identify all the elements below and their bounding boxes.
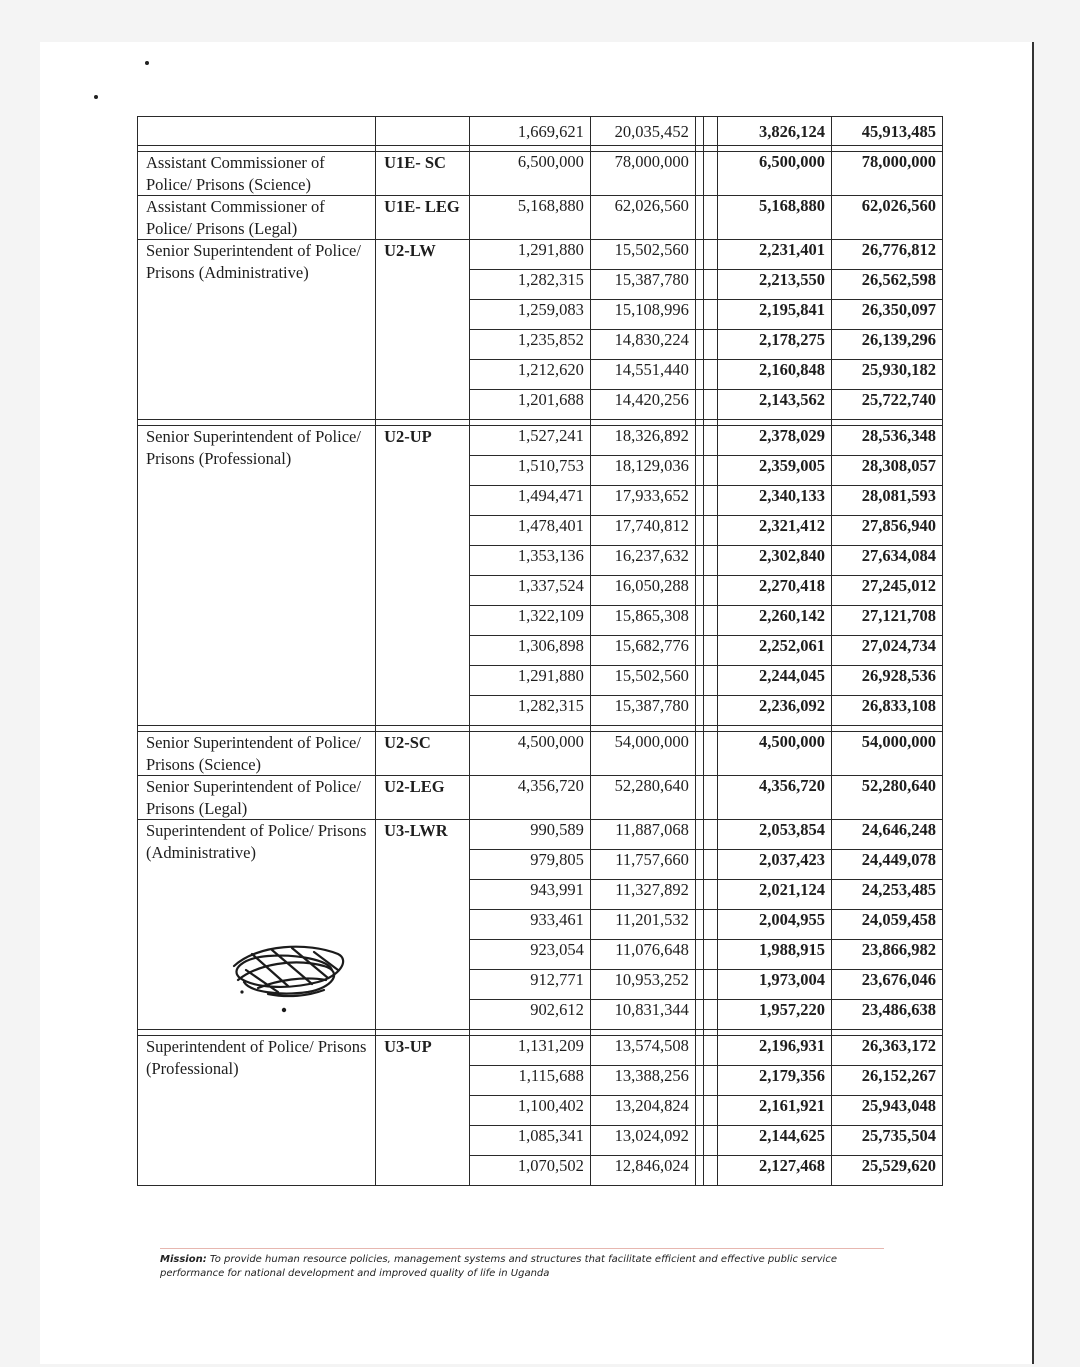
annual-new-cell: 26,776,812 [831,240,942,270]
annual-min-cell: 15,682,776 [590,636,695,666]
mission-footer [160,1253,900,1280]
salary-scale-code-cell: U2-SC [376,732,470,776]
gap-cell [695,546,703,576]
monthly-new-cell: 6,500,000 [718,152,832,196]
monthly-new-cell: 2,127,468 [718,1156,832,1186]
gap-cell [695,910,703,940]
gap-cell [703,576,717,606]
monthly-new-cell: 2,144,625 [718,1126,832,1156]
mission-text: To provide human resource policies, management systems and structures that facilitate efficient and effective public service performance for national development and improved quality of life in Uganda [160,1254,837,1279]
monthly-min-cell: 1,115,688 [469,1066,590,1096]
annual-new-cell: 26,363,172 [831,1036,942,1066]
gap-cell [703,390,717,420]
gap-cell [703,910,717,940]
monthly-new-cell: 2,195,841 [718,300,832,330]
gap-cell [703,300,717,330]
annual-new-cell: 25,930,182 [831,360,942,390]
annual-new-cell: 25,943,048 [831,1096,942,1126]
annual-min-cell: 13,024,092 [590,1126,695,1156]
monthly-new-cell: 3,826,124 [718,117,832,146]
annual-min-cell: 14,420,256 [590,390,695,420]
annual-new-cell: 24,253,485 [831,880,942,910]
gap-cell [695,776,703,820]
annual-min-cell: 12,846,024 [590,1156,695,1186]
annual-new-cell: 54,000,000 [831,732,942,776]
annual-min-cell: 11,201,532 [590,910,695,940]
table-row [138,240,943,270]
gap-cell [695,636,703,666]
monthly-new-cell: 2,236,092 [718,696,832,726]
annual-new-cell: 24,449,078 [831,850,942,880]
annual-min-cell: 78,000,000 [590,152,695,196]
gap-cell [703,196,717,240]
salary-scale-code-cell: U3-UP [376,1036,470,1186]
annual-min-cell: 15,865,308 [590,606,695,636]
monthly-new-cell: 2,037,423 [718,850,832,880]
monthly-min-cell: 923,054 [469,940,590,970]
gap-cell [703,940,717,970]
gap-cell [703,456,717,486]
annual-new-cell: 27,024,734 [831,636,942,666]
annual-min-cell: 20,035,452 [590,117,695,146]
gap-cell [695,1156,703,1186]
monthly-new-cell: 2,231,401 [718,240,832,270]
monthly-new-cell: 2,252,061 [718,636,832,666]
annual-new-cell: 45,913,485 [831,117,942,146]
gap-cell [695,1036,703,1066]
annual-new-cell: 25,735,504 [831,1126,942,1156]
gap-cell [703,330,717,360]
monthly-new-cell: 1,973,004 [718,970,832,1000]
monthly-new-cell: 2,244,045 [718,666,832,696]
monthly-new-cell: 4,356,720 [718,776,832,820]
annual-new-cell: 26,562,598 [831,270,942,300]
gap-cell [695,360,703,390]
annual-min-cell: 62,026,560 [590,196,695,240]
annual-min-cell: 16,050,288 [590,576,695,606]
monthly-new-cell: 2,053,854 [718,820,832,850]
annual-new-cell: 23,486,638 [831,1000,942,1030]
annual-min-cell: 54,000,000 [590,732,695,776]
annual-min-cell: 15,502,560 [590,240,695,270]
annual-min-cell: 17,933,652 [590,486,695,516]
annual-new-cell: 28,081,593 [831,486,942,516]
annual-min-cell: 13,388,256 [590,1066,695,1096]
salary-scale-code-cell: U2-LEG [376,776,470,820]
monthly-min-cell: 1,100,402 [469,1096,590,1126]
monthly-min-cell: 1,282,315 [469,696,590,726]
monthly-new-cell: 2,196,931 [718,1036,832,1066]
gap-cell [703,970,717,1000]
gap-cell [703,606,717,636]
annual-min-cell: 11,757,660 [590,850,695,880]
monthly-min-cell: 1,085,341 [469,1126,590,1156]
annual-new-cell: 26,139,296 [831,330,942,360]
monthly-new-cell: 2,161,921 [718,1096,832,1126]
annual-min-cell: 18,129,036 [590,456,695,486]
monthly-min-cell: 1,353,136 [469,546,590,576]
salary-scale-code-cell: U1E- LEG [376,196,470,240]
gap-cell [695,1066,703,1096]
gap-cell [703,880,717,910]
annual-new-cell: 78,000,000 [831,152,942,196]
annual-min-cell: 11,076,648 [590,940,695,970]
table-row [138,1036,943,1066]
annual-new-cell: 28,536,348 [831,426,942,456]
table-row [138,776,943,820]
monthly-min-cell: 1,291,880 [469,240,590,270]
table-row [138,117,943,146]
annual-min-cell: 10,831,344 [590,1000,695,1030]
monthly-new-cell: 2,270,418 [718,576,832,606]
gap-cell [695,666,703,696]
gap-cell [695,1000,703,1030]
gap-cell [703,732,717,776]
gap-cell [703,117,717,146]
annual-min-cell: 16,237,632 [590,546,695,576]
monthly-min-cell: 943,991 [469,880,590,910]
annual-new-cell: 24,059,458 [831,910,942,940]
gap-cell [703,1066,717,1096]
gap-cell [703,1036,717,1066]
annual-new-cell: 26,833,108 [831,696,942,726]
monthly-new-cell: 2,021,124 [718,880,832,910]
monthly-min-cell: 1,306,898 [469,636,590,666]
salary-scale-code-cell: U1E- SC [376,152,470,196]
monthly-new-cell: 1,957,220 [718,1000,832,1030]
monthly-min-cell: 1,337,524 [469,576,590,606]
monthly-min-cell: 6,500,000 [469,152,590,196]
gap-cell [703,820,717,850]
annual-new-cell: 25,529,620 [831,1156,942,1186]
annual-min-cell: 14,830,224 [590,330,695,360]
monthly-min-cell: 1,235,852 [469,330,590,360]
monthly-min-cell: 1,070,502 [469,1156,590,1186]
gap-cell [703,270,717,300]
desc-cell [138,117,376,146]
margin-dot [94,95,98,99]
annual-new-cell: 26,350,097 [831,300,942,330]
gap-cell [695,606,703,636]
post-title-cell: Assistant Commissioner of Police/ Prisons (Legal) [138,196,376,240]
monthly-min-cell: 4,356,720 [469,776,590,820]
annual-new-cell: 26,928,536 [831,666,942,696]
annual-new-cell: 27,245,012 [831,576,942,606]
monthly-min-cell: 902,612 [469,1000,590,1030]
monthly-new-cell: 2,260,142 [718,606,832,636]
monthly-min-cell: 1,510,753 [469,456,590,486]
monthly-min-cell: 1,322,109 [469,606,590,636]
table-row [138,820,943,850]
gap-cell [703,1000,717,1030]
monthly-new-cell: 2,213,550 [718,270,832,300]
annual-new-cell: 27,121,708 [831,606,942,636]
annual-new-cell: 28,308,057 [831,456,942,486]
annual-min-cell: 10,953,252 [590,970,695,1000]
gap-cell [703,666,717,696]
annual-new-cell: 23,866,982 [831,940,942,970]
monthly-min-cell: 1,131,209 [469,1036,590,1066]
annual-new-cell: 27,856,940 [831,516,942,546]
monthly-new-cell: 2,179,356 [718,1066,832,1096]
gap-cell [703,636,717,666]
gap-cell [703,1156,717,1186]
annual-min-cell: 13,574,508 [590,1036,695,1066]
salary-scale-code-cell: U2-UP [376,426,470,726]
monthly-min-cell: 1,259,083 [469,300,590,330]
annual-new-cell: 24,646,248 [831,820,942,850]
monthly-new-cell: 2,160,848 [718,360,832,390]
gap-cell [703,546,717,576]
monthly-min-cell: 1,282,315 [469,270,590,300]
salary-scale-code-cell: U2-LW [376,240,470,420]
monthly-min-cell: 1,669,621 [469,117,590,146]
annual-min-cell: 15,108,996 [590,300,695,330]
gap-cell [695,1096,703,1126]
gap-cell [695,300,703,330]
margin-dot [145,61,149,65]
monthly-min-cell: 1,201,688 [469,390,590,420]
monthly-new-cell: 2,378,029 [718,426,832,456]
table-row [138,732,943,776]
annual-new-cell: 62,026,560 [831,196,942,240]
post-title-cell: Senior Superintendent of Police/ Prisons (Science) [138,732,376,776]
gap-cell [695,486,703,516]
annual-min-cell: 17,740,812 [590,516,695,546]
monthly-new-cell: 4,500,000 [718,732,832,776]
gap-cell [703,152,717,196]
monthly-min-cell: 1,478,401 [469,516,590,546]
annual-new-cell: 26,152,267 [831,1066,942,1096]
gap-cell [703,360,717,390]
gap-cell [695,516,703,546]
table-row [138,196,943,240]
gap-cell [695,820,703,850]
gap-cell [695,970,703,1000]
gap-cell [695,152,703,196]
monthly-new-cell: 1,988,915 [718,940,832,970]
monthly-min-cell: 1,527,241 [469,426,590,456]
gap-cell [703,426,717,456]
monthly-new-cell: 2,178,275 [718,330,832,360]
monthly-new-cell: 2,359,005 [718,456,832,486]
monthly-min-cell: 990,589 [469,820,590,850]
annual-min-cell: 11,327,892 [590,880,695,910]
table-row [138,426,943,456]
gap-cell [695,390,703,420]
annual-min-cell: 14,551,440 [590,360,695,390]
gap-cell [695,576,703,606]
gap-cell [695,880,703,910]
post-title-cell: Senior Superintendent of Police/ Prisons (Professional) [138,426,376,726]
gap-cell [703,1096,717,1126]
gap-cell [703,486,717,516]
monthly-min-cell: 1,291,880 [469,666,590,696]
gap-cell [703,516,717,546]
gap-cell [695,940,703,970]
gap-cell [695,732,703,776]
monthly-min-cell: 912,771 [469,970,590,1000]
annual-new-cell: 23,676,046 [831,970,942,1000]
gap-cell [703,696,717,726]
monthly-new-cell: 5,168,880 [718,196,832,240]
gap-cell [695,270,703,300]
post-title-cell: Assistant Commissioner of Police/ Prisons (Science) [138,152,376,196]
annual-min-cell: 11,887,068 [590,820,695,850]
annual-new-cell: 52,280,640 [831,776,942,820]
code-cell [376,117,470,146]
annual-min-cell: 52,280,640 [590,776,695,820]
post-title-cell: Senior Superintendent of Police/ Prisons (Legal) [138,776,376,820]
gap-cell [703,1126,717,1156]
annual-new-cell: 25,722,740 [831,390,942,420]
monthly-min-cell: 1,212,620 [469,360,590,390]
gap-cell [695,426,703,456]
gap-cell [695,330,703,360]
gap-cell [695,1126,703,1156]
salary-scale-table [137,116,943,1186]
monthly-min-cell: 933,461 [469,910,590,940]
footer-divider [160,1248,884,1249]
salary-scale-code-cell: U3-LWR [376,820,470,1030]
gap-cell [695,696,703,726]
monthly-min-cell: 5,168,880 [469,196,590,240]
gap-cell [703,240,717,270]
annual-new-cell: 27,634,084 [831,546,942,576]
monthly-new-cell: 2,143,562 [718,390,832,420]
annual-min-cell: 18,326,892 [590,426,695,456]
gap-cell [695,196,703,240]
post-title-cell: Superintendent of Police/ Prisons (Professional) [138,1036,376,1186]
monthly-min-cell: 1,494,471 [469,486,590,516]
monthly-min-cell: 979,805 [469,850,590,880]
mission-label: Mission: [160,1254,207,1265]
monthly-min-cell: 4,500,000 [469,732,590,776]
annual-min-cell: 15,502,560 [590,666,695,696]
signature-icon [228,936,352,1016]
gap-cell [703,776,717,820]
post-title-cell: Superintendent of Police/ Prisons (Administrative) [138,820,376,1030]
monthly-new-cell: 2,340,133 [718,486,832,516]
monthly-new-cell: 2,321,412 [718,516,832,546]
monthly-new-cell: 2,004,955 [718,910,832,940]
gap-cell [695,117,703,146]
gap-cell [703,850,717,880]
gap-cell [695,456,703,486]
gap-cell [695,850,703,880]
annual-min-cell: 13,204,824 [590,1096,695,1126]
post-title-cell: Senior Superintendent of Police/ Prisons (Administrative) [138,240,376,420]
gap-cell [695,240,703,270]
monthly-new-cell: 2,302,840 [718,546,832,576]
annual-min-cell: 15,387,780 [590,270,695,300]
table-row [138,152,943,196]
annual-min-cell: 15,387,780 [590,696,695,726]
